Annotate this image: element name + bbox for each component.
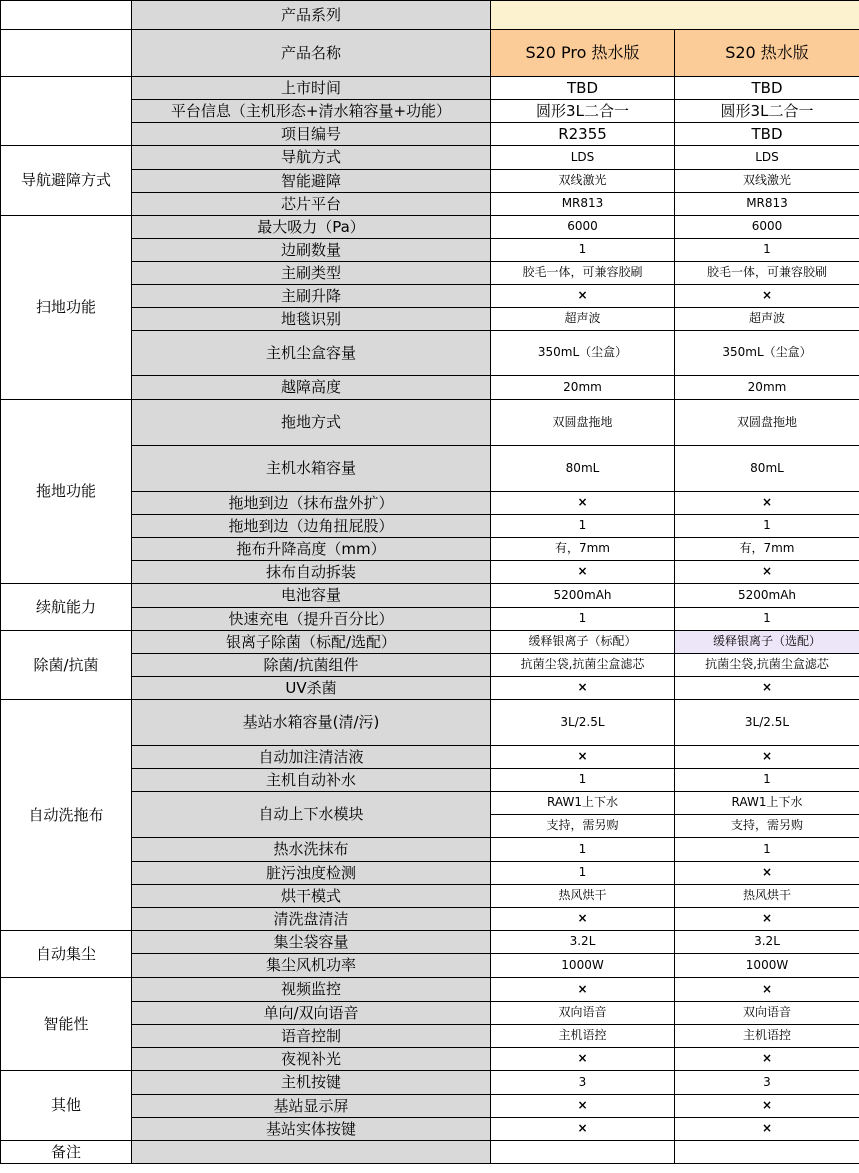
feature-label: 夜视补光 [132, 1048, 491, 1071]
spec-row [1, 978, 859, 1002]
cross-mark: × [491, 561, 675, 584]
value-cell: RAW1上下水 [675, 792, 859, 815]
value-cell: 主机语控 [491, 1025, 675, 1048]
value-cell: 1 [491, 515, 675, 538]
feature-label: 拖地方式 [132, 400, 491, 446]
feature-label: 自动加注清洁液 [132, 746, 491, 769]
value-cell: 20mm [491, 376, 675, 400]
feature-label: 主机自动补水 [132, 769, 491, 792]
spec-row [1, 931, 859, 954]
feature-label: 拖地到边（边角扭屁股） [132, 515, 491, 538]
feature-label: 项目编号 [132, 123, 491, 146]
value-cell: 热风烘干 [675, 885, 859, 908]
category-cell: 自动洗拖布 [1, 700, 132, 931]
cross-mark: × [491, 285, 675, 308]
cross-mark: × [675, 677, 859, 700]
value-cell: 圆形3L二合一 [675, 100, 859, 123]
value-cell: 双圆盘拖地 [675, 400, 859, 446]
value-cell: 抗菌尘袋,抗菌尘盒滤芯 [675, 654, 859, 677]
value-cell: 1 [491, 769, 675, 792]
value-cell: 双向语音 [675, 1002, 859, 1025]
feature-label: 基站水箱容量(清/污) [132, 700, 491, 746]
feature-label: 集尘风机功率 [132, 954, 491, 978]
feature-label: 主刷类型 [132, 262, 491, 285]
value-cell: 胶毛一体，可兼容胶刷 [675, 262, 859, 285]
category-cell [1, 77, 132, 146]
value-cell: TBD [675, 77, 859, 100]
cross-mark: × [491, 746, 675, 769]
cross-mark: × [675, 978, 859, 1002]
value-cell: 20mm [675, 376, 859, 400]
spec-row [1, 77, 859, 100]
value-cell: 6000 [491, 216, 675, 239]
feature-label: 单向/双向语音 [132, 1002, 491, 1025]
spec-row [1, 1071, 859, 1095]
feature-label: 电池容量 [132, 584, 491, 608]
value-cell: 6000 [675, 216, 859, 239]
value-cell: 3.2L [491, 931, 675, 954]
feature-label: 上市时间 [132, 77, 491, 100]
value-cell: 5200mAh [491, 584, 675, 608]
product-name-row [1, 30, 859, 77]
spec-row [1, 146, 859, 170]
cross-mark: × [675, 908, 859, 931]
category-cell: 自动集尘 [1, 931, 132, 978]
value-cell: 1 [491, 608, 675, 631]
feature-label: 脏污浊度检测 [132, 862, 491, 885]
value-cell: LDS [491, 146, 675, 170]
value-cell: 热风烘干 [491, 885, 675, 908]
category-cell: 拖地功能 [1, 400, 132, 584]
remarks-label: 备注 [1, 1141, 132, 1164]
value-cell: 1000W [675, 954, 859, 978]
feature-label: UV杀菌 [132, 677, 491, 700]
cross-mark: × [491, 1095, 675, 1118]
value-cell: R2355 [491, 123, 675, 146]
spec-row [1, 700, 859, 746]
value-cell: 缓释银离子（选配） [675, 631, 859, 654]
value-cell: 双向语音 [491, 1002, 675, 1025]
value-cell: LDS [675, 146, 859, 170]
feature-label: 基站实体按键 [132, 1118, 491, 1141]
feature-label: 地毯识别 [132, 308, 491, 331]
feature-label: 烘干模式 [132, 885, 491, 908]
value-cell: 5200mAh [675, 584, 859, 608]
value-cell: 缓释银离子（标配） [491, 631, 675, 654]
series-row [1, 1, 859, 30]
feature-label: 清洗盘清洁 [132, 908, 491, 931]
remarks-row [1, 1141, 859, 1164]
product-name-label: 产品名称 [132, 30, 491, 77]
feature-label: 语音控制 [132, 1025, 491, 1048]
cross-mark: × [675, 1095, 859, 1118]
feature-label: 热水洗抹布 [132, 838, 491, 862]
value-cell: 3L/2.5L [675, 700, 859, 746]
series-value-cell [491, 1, 859, 30]
value-cell: 超声波 [675, 308, 859, 331]
feature-label: 导航方式 [132, 146, 491, 170]
value-cell: 80mL [675, 446, 859, 492]
cross-mark: × [491, 908, 675, 931]
feature-label: 越障高度 [132, 376, 491, 400]
category-cell: 续航能力 [1, 584, 132, 631]
feature-label: 除菌/抗菌组件 [132, 654, 491, 677]
value-cell: 1 [675, 239, 859, 262]
feature-label: 抹布自动拆装 [132, 561, 491, 584]
cross-mark: × [491, 978, 675, 1002]
value-cell: 80mL [491, 446, 675, 492]
category-cell: 智能性 [1, 978, 132, 1071]
feature-label: 主机尘盒容量 [132, 331, 491, 376]
value-cell: 圆形3L二合一 [491, 100, 675, 123]
cross-mark: × [675, 561, 859, 584]
value-cell: 抗菌尘袋,抗菌尘盒滤芯 [491, 654, 675, 677]
category-cell: 导航避障方式 [1, 146, 132, 216]
category-cell: 扫地功能 [1, 216, 132, 400]
value-cell: 1000W [491, 954, 675, 978]
category-cell: 其他 [1, 1071, 132, 1141]
value-cell: 1 [675, 838, 859, 862]
product-name-2: S20 热水版 [675, 30, 859, 77]
feature-label: 拖布升降高度（mm） [132, 538, 491, 561]
value-cell: 有，7mm [675, 538, 859, 561]
value-cell: 1 [675, 515, 859, 538]
value-cell: RAW1上下水 [491, 792, 675, 815]
value-cell: 1 [675, 769, 859, 792]
feature-label: 快速充电（提升百分比） [132, 608, 491, 631]
value-cell: 3.2L [675, 931, 859, 954]
cross-mark: × [491, 1118, 675, 1141]
value-cell: 1 [675, 608, 859, 631]
value-cell: 3L/2.5L [491, 700, 675, 746]
feature-label: 自动上下水模块 [132, 792, 491, 838]
feature-label: 最大吸力（Pa） [132, 216, 491, 239]
value-cell: MR813 [491, 193, 675, 216]
value-cell: 超声波 [491, 308, 675, 331]
feature-label: 银离子除菌（标配/选配） [132, 631, 491, 654]
feature-label: 视频监控 [132, 978, 491, 1002]
feature-label: 主刷升降 [132, 285, 491, 308]
value-cell: 双圆盘拖地 [491, 400, 675, 446]
value-cell: MR813 [675, 193, 859, 216]
category-cell: 除菌/抗菌 [1, 631, 132, 700]
value-cell: 1 [491, 862, 675, 885]
value-cell: TBD [675, 123, 859, 146]
value-cell: TBD [491, 77, 675, 100]
feature-label: 集尘袋容量 [132, 931, 491, 954]
cross-mark: × [675, 746, 859, 769]
feature-label: 拖地到边（抹布盘外扩） [132, 492, 491, 515]
value-cell: 350mL（尘盒） [491, 331, 675, 376]
value-cell: 1 [491, 838, 675, 862]
feature-label: 平台信息（主机形态+清水箱容量+功能） [132, 100, 491, 123]
cross-mark: × [491, 677, 675, 700]
remarks-value-cell [675, 1141, 859, 1164]
value-cell: 3 [675, 1071, 859, 1095]
remarks-value-cell [491, 1141, 675, 1164]
feature-label: 芯片平台 [132, 193, 491, 216]
spec-row [1, 631, 859, 654]
feature-label: 边刷数量 [132, 239, 491, 262]
spec-row [1, 584, 859, 608]
cross-mark: × [675, 492, 859, 515]
spec-row [1, 400, 859, 446]
blank-cell [1, 30, 132, 77]
blank-cell [1, 1, 132, 30]
value-cell: 1 [491, 239, 675, 262]
value-cell: 有，7mm [491, 538, 675, 561]
value-cell: 350mL（尘盒） [675, 331, 859, 376]
cross-mark: × [491, 1048, 675, 1071]
cross-mark: × [675, 285, 859, 308]
value-cell: 胶毛一体，可兼容胶刷 [491, 262, 675, 285]
value-cell: 支持，需另购 [491, 815, 675, 838]
cross-mark: × [675, 862, 859, 885]
feature-label: 基站显示屏 [132, 1095, 491, 1118]
value-cell: 双线激光 [675, 170, 859, 193]
spec-row [1, 216, 859, 239]
value-cell: 主机语控 [675, 1025, 859, 1048]
feature-label: 主机水箱容量 [132, 446, 491, 492]
value-cell: 双线激光 [491, 170, 675, 193]
remarks-feature-cell [132, 1141, 491, 1164]
feature-label: 智能避障 [132, 170, 491, 193]
product-name-1: S20 Pro 热水版 [491, 30, 675, 77]
cross-mark: × [675, 1048, 859, 1071]
cross-mark: × [491, 492, 675, 515]
value-cell: 支持，需另购 [675, 815, 859, 838]
series-label: 产品系列 [132, 1, 491, 30]
feature-label: 主机按键 [132, 1071, 491, 1095]
value-cell: 3 [491, 1071, 675, 1095]
cross-mark: × [675, 1118, 859, 1141]
